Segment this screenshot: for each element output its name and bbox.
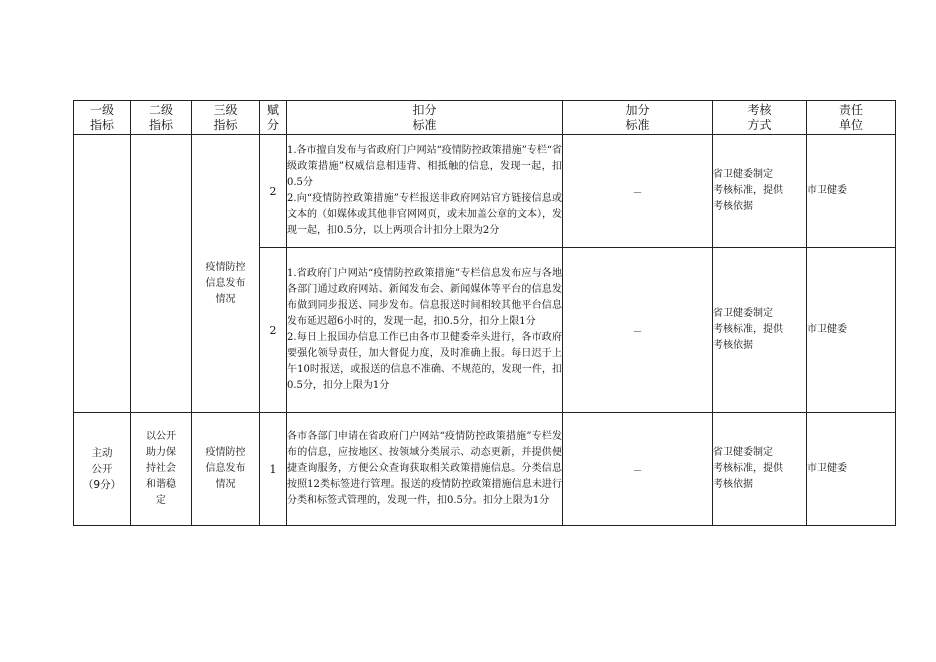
header-method: 考核 方式	[713, 101, 807, 135]
deduction-cell: 1.省政府门户网站“疫情防控政策措施”专栏信息发布应与各地各部门通过政府网站、新闻发布会、新闻媒体等平台的信息发布做到同步报送、同步发布。信息报送时间相较其他平台信息发布延迟超6小时的，发现一起，扣0.5分，扣分上限1分 2.每日上报国办信息工作已由各市卫健委牵头进行，各市政府要强化领导责任，加大督促力度，及时准确上报。每日迟于上午10时报送，或报送的信息不准确、不规范的，发现一件，扣0.5分，扣分上限为1分	[287, 248, 563, 413]
level1-cell-empty	[74, 135, 131, 413]
header-level1: 一级 指标	[74, 101, 131, 135]
points-cell: 2	[260, 135, 287, 248]
level1-cell: 主动 公开 （9分）	[74, 413, 131, 526]
header-level2: 二级 指标	[131, 101, 192, 135]
method-cell: 省卫健委制定 考核标准，提供 考核依据	[713, 413, 807, 526]
unit-cell: 市卫健委	[807, 413, 896, 526]
method-cell: 省卫健委制定 考核标准，提供 考核依据	[713, 135, 807, 248]
deduction-cell: 1.各市擅自发布与省政府门户网站“疫情防控政策措施”专栏“省级政策措施”权威信息相违背、相抵触的信息，发现一起，扣0.5分 2.向“疫情防控政策措施”专栏报送非政府网站官方链接信息或文本的（如媒体或其他非官网网页，或未加盖公章的文本），发现一起，扣0.5分，以上两项合计扣分上限为2分	[287, 135, 563, 248]
level2-cell: 以公开 助力保 持社会 和谐稳 定	[131, 413, 192, 526]
header-bonus: 加分 标准	[563, 101, 713, 135]
bonus-cell: －	[563, 413, 713, 526]
unit-cell: 市卫健委	[807, 135, 896, 248]
bonus-cell: －	[563, 248, 713, 413]
level3-cell: 疫情防控 信息发布 情况	[192, 135, 260, 413]
points-cell: 2	[260, 248, 287, 413]
header-row	[74, 101, 896, 135]
assessment-table	[73, 100, 896, 526]
level3-cell: 疫情防控 信息发布 情况	[192, 413, 260, 526]
points-cell: 1	[260, 413, 287, 526]
table-row	[74, 413, 896, 526]
deduction-cell: 各市各部门申请在省政府门户网站“疫情防控政策措施”专栏发布的信息，应按地区、按领域分类展示、动态更新，并提供便捷查询服务，方便公众查询获取相关政策措施信息。分类信息按照12类标签进行管理。报送的疫情防控政策措施信息未进行分类和标签式管理的，发现一件，扣0.5分。扣分上限为1分	[287, 413, 563, 526]
method-cell: 省卫健委制定 考核标准，提供 考核依据	[713, 248, 807, 413]
level2-cell-empty	[131, 135, 192, 413]
unit-cell: 市卫健委	[807, 248, 896, 413]
header-points: 赋 分	[260, 101, 287, 135]
header-unit: 责任 单位	[807, 101, 896, 135]
header-level3: 三级 指标	[192, 101, 260, 135]
bonus-cell: －	[563, 135, 713, 248]
header-deduction: 扣分 标准	[287, 101, 563, 135]
table-row	[74, 135, 896, 248]
